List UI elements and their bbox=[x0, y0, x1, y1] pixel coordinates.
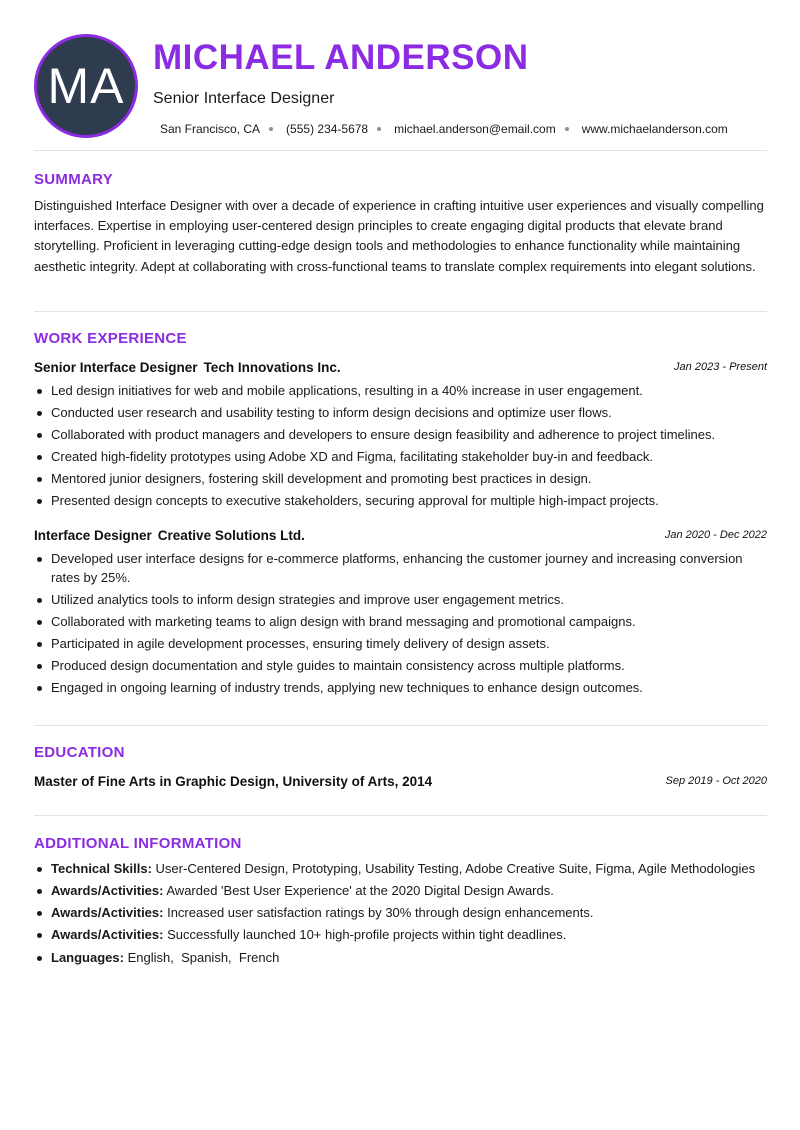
list-item: Produced design documentation and style guides to maintain consistency across multiple platforms. bbox=[34, 657, 767, 676]
additional-heading: ADDITIONAL INFORMATION bbox=[34, 835, 242, 852]
list-item bbox=[34, 882, 767, 901]
separator-dot bbox=[565, 127, 569, 131]
list-item: Collaborated with marketing teams to align design with brand messaging and promotional campaigns. bbox=[34, 613, 767, 632]
contact-email[interactable]: michael.anderson@email.com bbox=[394, 122, 556, 136]
job-dates: Jan 2023 - Present bbox=[674, 361, 767, 373]
candidate-title: Senior Interface Designer bbox=[153, 90, 335, 107]
job-header bbox=[34, 527, 767, 545]
experience-heading: WORK EXPERIENCE bbox=[34, 330, 187, 347]
education-degree: Master of Fine Arts in Graphic Design, University of Arts, 2014 bbox=[34, 774, 433, 789]
item-label: Awards/Activities: bbox=[51, 905, 164, 921]
item-text: English, Spanish, French bbox=[127, 949, 280, 965]
list-item bbox=[34, 949, 767, 968]
education-dates: Sep 2019 - Oct 2020 bbox=[665, 775, 767, 787]
list-item bbox=[34, 860, 767, 879]
item-text: User-Centered Design, Prototyping, Usability Testing, Adobe Creative Suite, Figma, Agile Methodologies bbox=[155, 861, 756, 876]
item-label: Awards/Activities: bbox=[51, 883, 164, 899]
list-item bbox=[34, 926, 767, 945]
item-label: Languages: bbox=[51, 949, 124, 965]
contact-phone: (555) 234-5678 bbox=[286, 122, 369, 136]
education-heading: EDUCATION bbox=[34, 744, 125, 761]
item-text: Increased user satisfaction ratings by 30% through design enhancements. bbox=[167, 905, 594, 921]
contact-website[interactable]: www.michaelanderson.com bbox=[581, 122, 728, 136]
contact-line bbox=[160, 122, 728, 136]
list-item: Collaborated with product managers and developers to ensure design feasibility and adherence to project timelines. bbox=[34, 426, 767, 445]
resume-header bbox=[34, 34, 767, 138]
avatar-initials: MA bbox=[47, 58, 125, 114]
list-item: Presented design concepts to executive stakeholders, securing approval for multiple high-impact projects. bbox=[34, 492, 767, 511]
education-entry bbox=[34, 773, 767, 791]
item-label: Technical Skills: bbox=[51, 861, 152, 876]
item-text: Successfully launched 10+ high-profile projects within tight deadlines. bbox=[167, 927, 567, 943]
job-dates: Jan 2020 - Dec 2022 bbox=[664, 529, 767, 541]
list-item: Conducted user research and usability testing to inform design decisions and optimize user flows. bbox=[34, 404, 767, 423]
section-divider bbox=[34, 815, 767, 816]
item-label: Awards/Activities: bbox=[51, 927, 164, 943]
job-role: Senior Interface Designer bbox=[34, 360, 198, 375]
job-bullet-list bbox=[34, 382, 767, 515]
candidate-name: MICHAEL ANDERSON bbox=[153, 38, 529, 77]
list-item: Mentored junior designers, fostering skill development and promoting best practices in design. bbox=[34, 470, 767, 489]
section-divider bbox=[34, 311, 767, 312]
additional-list bbox=[34, 860, 767, 971]
list-item: Developed user interface designs for e-commerce platforms, enhancing the customer journey and increasing conversion rates by 25%. bbox=[34, 550, 767, 587]
list-item: Participated in agile development processes, ensuring timely delivery of design assets. bbox=[34, 635, 767, 654]
job-role: Interface Designer bbox=[34, 528, 152, 543]
separator-dot bbox=[269, 127, 273, 131]
job-bullet-list bbox=[34, 550, 767, 701]
avatar bbox=[34, 34, 138, 138]
summary-text: Distinguished Interface Designer with over a decade of experience in crafting intuitive user experiences and visually compelling interfaces. Expertise in employing user-centered design principles to create engaging digital products that elevate brand storytelling. Proficient in leveraging cutting-edge design tools and methodologies to enhance functionality while maintaining aesthetic integrity. Adept at collaborating with cross-functional teams to translate complex requirements into elegant solutions. bbox=[34, 198, 764, 274]
contact-location: San Francisco, CA bbox=[160, 122, 261, 136]
list-item: Created high-fidelity prototypes using Adobe XD and Figma, facilitating stakeholder buy-in and feedback. bbox=[34, 448, 767, 467]
job-header bbox=[34, 359, 767, 377]
job-company: Tech Innovations Inc. bbox=[203, 360, 341, 375]
list-item: Led design initiatives for web and mobile applications, resulting in a 40% increase in user engagement. bbox=[34, 382, 767, 401]
list-item: Utilized analytics tools to inform design strategies and improve user engagement metrics. bbox=[34, 591, 767, 610]
item-text: Awarded 'Best User Experience' at the 2020 Digital Design Awards. bbox=[166, 883, 554, 899]
separator-dot bbox=[377, 127, 381, 131]
summary-heading: SUMMARY bbox=[34, 171, 114, 188]
list-item: Engaged in ongoing learning of industry trends, applying new techniques to enhance design outcomes. bbox=[34, 679, 767, 698]
section-divider bbox=[34, 725, 767, 726]
section-divider bbox=[34, 150, 767, 151]
list-item bbox=[34, 904, 767, 923]
job-company: Creative Solutions Ltd. bbox=[157, 528, 305, 543]
